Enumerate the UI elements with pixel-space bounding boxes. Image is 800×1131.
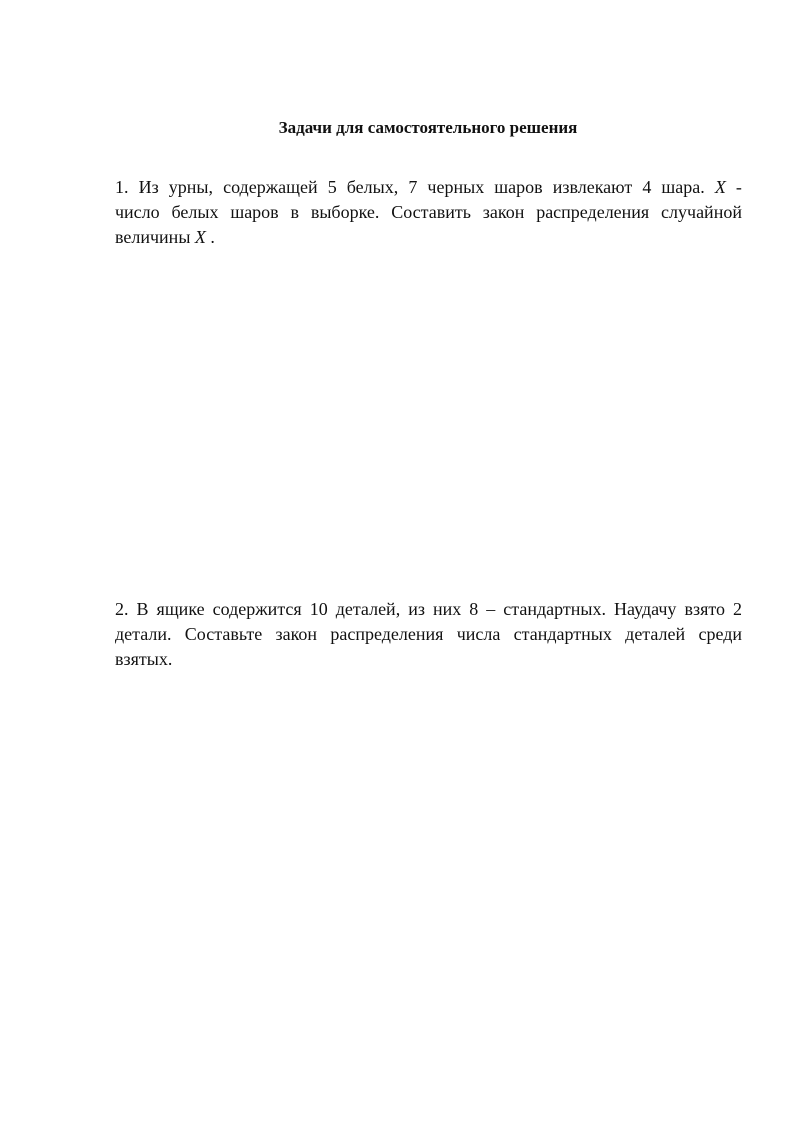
word: детали.	[115, 624, 172, 644]
word: Из	[138, 177, 159, 197]
word: распределения	[536, 202, 650, 222]
word: число	[115, 202, 160, 222]
word: шаров	[494, 177, 543, 197]
word: 7	[408, 177, 418, 197]
word: них	[432, 599, 462, 619]
word: урны,	[168, 177, 213, 197]
word: стандартных.	[503, 599, 606, 619]
word: деталей,	[335, 599, 401, 619]
word: 1.	[115, 177, 129, 197]
word: из	[408, 599, 425, 619]
problem-1-line-3	[115, 225, 742, 250]
word: закон	[275, 624, 318, 644]
word: ящике	[156, 599, 205, 619]
problem-1-line-1	[115, 175, 742, 200]
problem-2-line-2	[115, 622, 742, 647]
word: белых	[171, 202, 219, 222]
word: содержится	[212, 599, 302, 619]
word: взято	[684, 599, 725, 619]
word: шаров	[230, 202, 279, 222]
word: шара.	[661, 177, 705, 197]
word: выборке.	[310, 202, 380, 222]
word: В	[136, 599, 149, 619]
problem-2-line-3: взятых.	[115, 649, 173, 669]
word: содержащей	[223, 177, 318, 197]
word: среди	[698, 624, 742, 644]
variable-x: X	[194, 227, 206, 247]
word: закон	[482, 202, 525, 222]
word: Наудачу	[614, 599, 677, 619]
word: Составить	[391, 202, 471, 222]
word: стандартных	[513, 624, 612, 644]
word: 8	[469, 599, 479, 619]
word: 5	[327, 177, 337, 197]
word: 2.	[115, 599, 129, 619]
word: .	[205, 227, 215, 247]
word: 2	[733, 599, 742, 619]
problem-1	[115, 175, 742, 250]
word: -	[735, 177, 742, 197]
page-title: Задачи для самостоятельного решения	[278, 118, 578, 137]
word: случайной	[661, 202, 742, 222]
problem-2	[115, 597, 742, 672]
word: черных	[427, 177, 485, 197]
word: Составьте	[184, 624, 263, 644]
word: в	[290, 202, 300, 222]
variable-x: X	[714, 177, 726, 197]
word: –	[486, 599, 496, 619]
word: распределения	[330, 624, 444, 644]
word: 10	[309, 599, 328, 619]
word: числа	[456, 624, 501, 644]
word: извлекают	[552, 177, 633, 197]
word: величины	[115, 227, 195, 247]
problem-1-line-2	[115, 200, 742, 225]
problem-2-line-1	[115, 597, 742, 622]
word: деталей	[625, 624, 686, 644]
word: 4	[642, 177, 652, 197]
word: белых,	[346, 177, 399, 197]
